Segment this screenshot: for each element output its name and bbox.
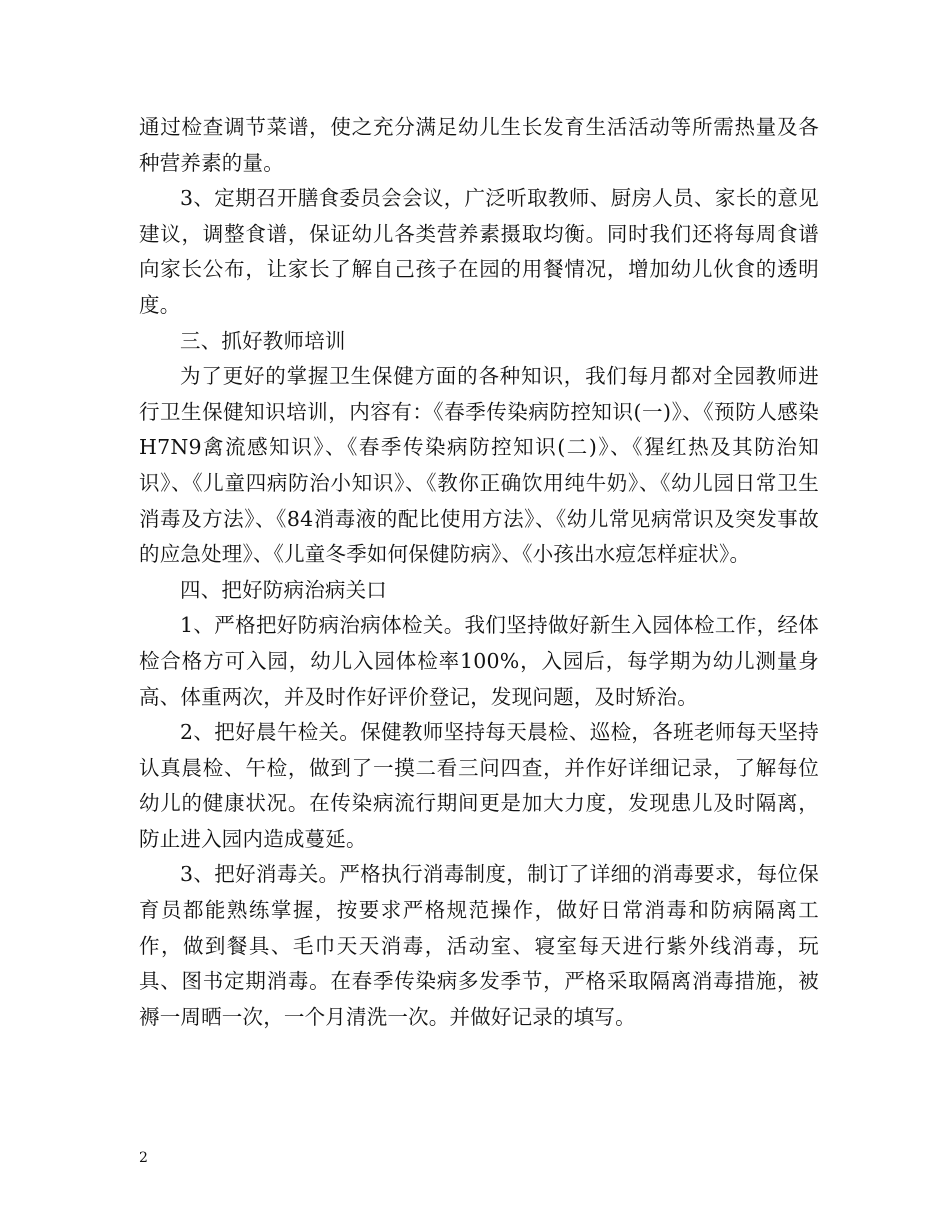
paragraph-teacher-training: 为了更好的掌握卫生保健方面的各种知识，我们每月都对全园教师进行卫生保健知识培训，内容有：《春季传染病防控知识(一)》、《预防人感染H7N9禽流感知识》、《春季传染病防控知识(二)》、《猩红热及其防治知识》、《儿童四病防治小知识》、《教你正确饮用纯牛奶》、《幼儿园日常卫生消毒及方法》、《84消毒液的配比使用方法》、《幼儿常见病常识及突发事故的应急处理》、《儿童冬季如何保健防病》、《小孩出水痘怎样症状》。 bbox=[139, 364, 819, 567]
paragraph-health-check: 1、严格把好防病治病体检关。我们坚持做好新生入园体检工作，经体检合格方可入园，幼儿入园体检率100%，入园后，每学期为幼儿测量身高、体重两次，并及时作好评价登记，发现问题，及时矫治。 bbox=[139, 613, 819, 709]
paragraph-continuation: 通过检查调节菜谱，使之充分满足幼儿生长发育生活活动等所需热量及各种营养素的量。 bbox=[139, 115, 819, 175]
document-body bbox=[139, 110, 819, 1035]
page-number: 2 bbox=[139, 1150, 148, 1166]
paragraph-disinfection: 3、把好消毒关。严格执行消毒制度，制订了详细的消毒要求，每位保育员都能熟练掌握，按要求严格规范操作，做好日常消毒和防病隔离工作，做到餐具、毛巾天天消毒，活动室、寝室每天进行紫外线消毒，玩具、图书定期消毒。在春季传染病多发季节，严格采取隔离消毒措施，被褥一周晒一次，一个月清洗一次。并做好记录的填写。 bbox=[139, 862, 819, 1029]
section-heading-disease-prevention: 四、把好防病治病关口 bbox=[180, 577, 387, 602]
section-heading-teacher-training: 三、抓好教师培训 bbox=[180, 328, 346, 353]
paragraph-morning-check: 2、把好晨午检关。保健教师坚持每天晨检、巡检，各班老师每天坚持认真晨检、午检，做到了一摸二看三问四查，并作好详细记录，了解每位幼儿的健康状况。在传染病流行期间更是加大力度，发现患儿及时隔离，防止进入园内造成蔓延。 bbox=[139, 720, 819, 851]
paragraph-menu-committee: 3、定期召开膳食委员会会议，广泛听取教师、厨房人员、家长的意见建议，调整食谱，保证幼儿各类营养素摄取均衡。同时我们还将每周食谱向家长公布，让家长了解自己孩子在园的用餐情况，增加幼儿伙食的透明度。 bbox=[139, 186, 819, 317]
